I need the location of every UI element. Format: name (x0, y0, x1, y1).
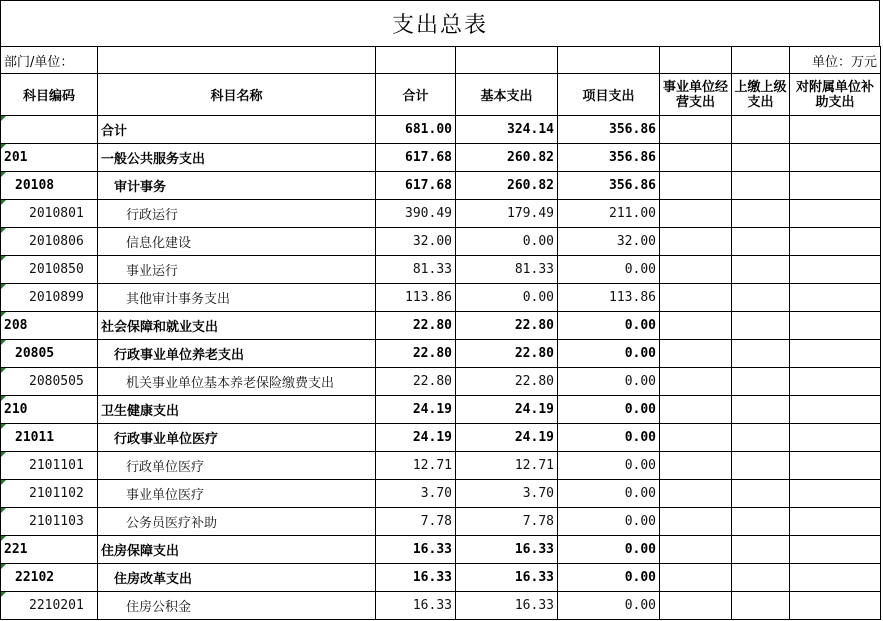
row-code (1, 116, 98, 144)
table-row (1, 592, 881, 620)
table-row (1, 116, 881, 144)
row-subsidy (790, 592, 881, 620)
row-business (660, 284, 732, 312)
table-row (1, 228, 881, 256)
row-subsidy (790, 284, 881, 312)
row-project: 32.00 (558, 228, 660, 256)
row-name: 社会保障和就业支出 (98, 312, 376, 340)
info-row (1, 47, 881, 74)
row-name: 行政事业单位养老支出 (98, 340, 376, 368)
row-subsidy (790, 256, 881, 284)
expenditure-table (0, 46, 881, 620)
row-basic: 16.33 (456, 592, 558, 620)
table-row (1, 368, 881, 396)
row-subsidy (790, 144, 881, 172)
header-name: 科目名称 (98, 74, 376, 116)
row-name: 一般公共服务支出 (98, 144, 376, 172)
row-business (660, 564, 732, 592)
row-code: 2010801 (1, 200, 98, 228)
row-subsidy (790, 312, 881, 340)
row-basic: 260.82 (456, 144, 558, 172)
row-name: 住房公积金 (98, 592, 376, 620)
row-business (660, 200, 732, 228)
row-total: 7.78 (376, 508, 456, 536)
row-code: 201 (1, 144, 98, 172)
header-basic: 基本支出 (456, 74, 558, 116)
row-upper (732, 312, 790, 340)
row-basic: 0.00 (456, 228, 558, 256)
row-business (660, 340, 732, 368)
row-subsidy (790, 396, 881, 424)
row-upper (732, 340, 790, 368)
row-basic: 7.78 (456, 508, 558, 536)
table-row (1, 340, 881, 368)
row-total: 22.80 (376, 340, 456, 368)
row-project: 0.00 (558, 536, 660, 564)
row-name: 卫生健康支出 (98, 396, 376, 424)
row-basic: 324.14 (456, 116, 558, 144)
row-project: 0.00 (558, 508, 660, 536)
row-project: 0.00 (558, 368, 660, 396)
row-total: 390.49 (376, 200, 456, 228)
table-row (1, 200, 881, 228)
row-project: 0.00 (558, 424, 660, 452)
row-code: 21011 (1, 424, 98, 452)
header-upper: 上缴上级支出 (732, 74, 790, 116)
row-project: 0.00 (558, 312, 660, 340)
table-row (1, 256, 881, 284)
row-business (660, 116, 732, 144)
row-total: 3.70 (376, 480, 456, 508)
row-total: 16.33 (376, 536, 456, 564)
row-upper (732, 200, 790, 228)
row-name: 机关事业单位基本养老保险缴费支出 (98, 368, 376, 396)
sheet-title: 支出总表 (0, 0, 880, 46)
row-total: 113.86 (376, 284, 456, 312)
row-subsidy (790, 480, 881, 508)
row-project: 0.00 (558, 452, 660, 480)
row-code: 210 (1, 396, 98, 424)
row-basic: 22.80 (456, 312, 558, 340)
row-upper (732, 424, 790, 452)
row-code: 2210201 (1, 592, 98, 620)
row-business (660, 144, 732, 172)
row-code: 2080505 (1, 368, 98, 396)
row-code: 2101101 (1, 452, 98, 480)
row-total: 681.00 (376, 116, 456, 144)
row-basic: 22.80 (456, 340, 558, 368)
row-total: 81.33 (376, 256, 456, 284)
row-name: 合计 (98, 116, 376, 144)
row-project: 0.00 (558, 480, 660, 508)
row-project: 0.00 (558, 564, 660, 592)
row-code: 2010806 (1, 228, 98, 256)
row-total: 24.19 (376, 396, 456, 424)
row-subsidy (790, 564, 881, 592)
row-upper (732, 508, 790, 536)
table-row (1, 284, 881, 312)
row-business (660, 452, 732, 480)
header-business: 事业单位经营支出 (660, 74, 732, 116)
row-name: 信息化建设 (98, 228, 376, 256)
dept-label: 部门/单位： (1, 47, 98, 74)
row-upper (732, 284, 790, 312)
row-basic: 81.33 (456, 256, 558, 284)
row-name: 公务员医疗补助 (98, 508, 376, 536)
row-business (660, 536, 732, 564)
row-upper (732, 480, 790, 508)
row-upper (732, 536, 790, 564)
row-name: 行政运行 (98, 200, 376, 228)
row-upper (732, 368, 790, 396)
table-row (1, 480, 881, 508)
row-total: 12.71 (376, 452, 456, 480)
row-code: 2101103 (1, 508, 98, 536)
row-name: 住房保障支出 (98, 536, 376, 564)
row-business (660, 172, 732, 200)
unit-label: 单位：万元 (790, 47, 881, 74)
table-row (1, 396, 881, 424)
header-project: 项目支出 (558, 74, 660, 116)
row-subsidy (790, 424, 881, 452)
table-row (1, 144, 881, 172)
row-project: 356.86 (558, 116, 660, 144)
header-code: 科目编码 (1, 74, 98, 116)
row-total: 617.68 (376, 172, 456, 200)
row-basic: 0.00 (456, 284, 558, 312)
table-row (1, 564, 881, 592)
row-code: 2101102 (1, 480, 98, 508)
header-row (1, 74, 881, 116)
row-basic: 260.82 (456, 172, 558, 200)
row-name: 审计事务 (98, 172, 376, 200)
row-business (660, 592, 732, 620)
row-business (660, 256, 732, 284)
row-code: 22102 (1, 564, 98, 592)
row-name: 行政单位医疗 (98, 452, 376, 480)
row-project: 113.86 (558, 284, 660, 312)
row-basic: 179.49 (456, 200, 558, 228)
row-upper (732, 144, 790, 172)
row-name: 事业单位医疗 (98, 480, 376, 508)
row-name: 行政事业单位医疗 (98, 424, 376, 452)
row-total: 617.68 (376, 144, 456, 172)
row-upper (732, 172, 790, 200)
row-project: 0.00 (558, 340, 660, 368)
row-basic: 24.19 (456, 396, 558, 424)
row-business (660, 228, 732, 256)
dept-value (98, 47, 376, 74)
row-project: 356.86 (558, 172, 660, 200)
table-row (1, 508, 881, 536)
table-row (1, 312, 881, 340)
row-subsidy (790, 536, 881, 564)
row-subsidy (790, 508, 881, 536)
row-name: 其他审计事务支出 (98, 284, 376, 312)
row-upper (732, 592, 790, 620)
row-subsidy (790, 200, 881, 228)
row-subsidy (790, 116, 881, 144)
row-project: 356.86 (558, 144, 660, 172)
table-row (1, 424, 881, 452)
table-row (1, 452, 881, 480)
row-code: 20108 (1, 172, 98, 200)
row-total: 22.80 (376, 368, 456, 396)
row-basic: 24.19 (456, 424, 558, 452)
row-code: 221 (1, 536, 98, 564)
row-basic: 12.71 (456, 452, 558, 480)
row-total: 32.00 (376, 228, 456, 256)
row-upper (732, 116, 790, 144)
row-name: 住房改革支出 (98, 564, 376, 592)
row-total: 16.33 (376, 592, 456, 620)
row-business (660, 368, 732, 396)
row-project: 0.00 (558, 256, 660, 284)
row-code: 208 (1, 312, 98, 340)
row-name: 事业运行 (98, 256, 376, 284)
row-business (660, 424, 732, 452)
row-upper (732, 256, 790, 284)
row-total: 22.80 (376, 312, 456, 340)
row-project: 0.00 (558, 396, 660, 424)
row-subsidy (790, 340, 881, 368)
row-subsidy (790, 172, 881, 200)
row-code: 2010850 (1, 256, 98, 284)
row-subsidy (790, 452, 881, 480)
row-upper (732, 564, 790, 592)
row-basic: 16.33 (456, 536, 558, 564)
row-code: 2010899 (1, 284, 98, 312)
row-project: 0.00 (558, 592, 660, 620)
row-total: 24.19 (376, 424, 456, 452)
row-upper (732, 228, 790, 256)
row-business (660, 396, 732, 424)
table-row (1, 172, 881, 200)
header-total: 合计 (376, 74, 456, 116)
row-upper (732, 452, 790, 480)
row-total: 16.33 (376, 564, 456, 592)
row-subsidy (790, 228, 881, 256)
row-basic: 22.80 (456, 368, 558, 396)
row-code: 20805 (1, 340, 98, 368)
row-upper (732, 396, 790, 424)
table-row (1, 536, 881, 564)
row-basic: 16.33 (456, 564, 558, 592)
row-business (660, 480, 732, 508)
row-business (660, 508, 732, 536)
row-basic: 3.70 (456, 480, 558, 508)
row-subsidy (790, 368, 881, 396)
header-subsidy: 对附属单位补助支出 (790, 74, 881, 116)
row-project: 211.00 (558, 200, 660, 228)
row-business (660, 312, 732, 340)
